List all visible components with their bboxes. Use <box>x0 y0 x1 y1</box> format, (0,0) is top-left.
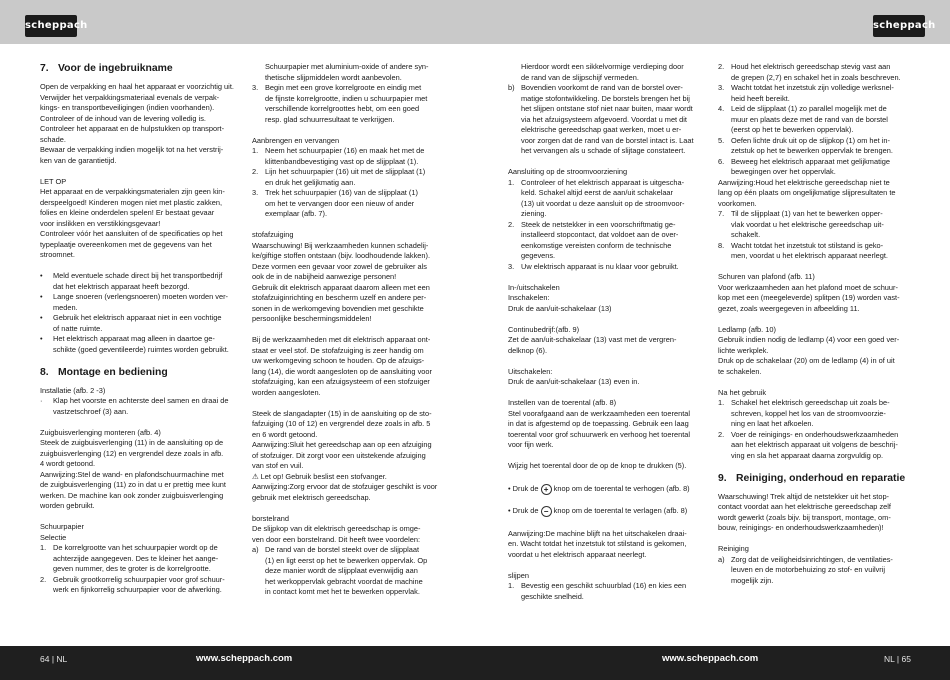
text-line: ving en sla het apparaat daarna zorgvuldig op. <box>731 450 884 460</box>
text-line: of natte ruimte. <box>53 323 103 333</box>
column-2 <box>252 62 448 598</box>
text-line: installeerd stopcontact, dat voldoet aan de over- <box>521 230 679 239</box>
text-line: stofafzuiging <box>252 230 294 239</box>
text-line: men, voordat u het elektrisch apparaat neerlegt. <box>731 251 888 260</box>
text-line: Leid de slijpplaat (1) zo parallel mogelijk met de <box>731 104 887 113</box>
text-line: De korrelgrootte van het schuurpapier wordt op de <box>53 543 218 552</box>
list-item <box>40 575 236 596</box>
text-line: het vervangen als u schade of slijtage constateert. <box>521 146 686 155</box>
paragraph <box>718 178 914 210</box>
text-line: typeplaatje overeenkomen met de gegevens van het <box>40 239 212 249</box>
text-line: Het apparaat en de verpakkingsmaterialen zijn geen kin- <box>40 187 225 196</box>
text-line: persoonlijke beschermingsmiddelen! <box>252 314 372 323</box>
text-line: voordat u het elektrisch apparaat neerlegt. <box>508 549 647 559</box>
paragraph <box>40 386 236 397</box>
footer-url-left[interactable]: www.scheppach.com <box>196 653 293 664</box>
text-line: ziening. <box>521 209 547 218</box>
text-line: Steek de zuigbuisverlenging (11) in de aansluiting op de <box>40 438 224 447</box>
lettered-item <box>718 555 914 587</box>
paragraph <box>252 514 448 546</box>
text-line: zetstuk op het te bewerken oppervlak te brengen. <box>731 146 893 155</box>
list-marker: 2. <box>252 167 259 176</box>
numbered-item <box>508 581 704 602</box>
text-line: Steek de netstekker in een voorschriftmatig ge- <box>521 219 676 229</box>
text-line: of stofzuiger. Dit zorgt voor een uitstekende afzuiging <box>252 450 426 460</box>
text-line: 4 wordt getoond. <box>40 459 96 468</box>
list-item <box>40 334 236 355</box>
text-line: De rand van de borstel steekt over de slijpplaat <box>265 545 420 554</box>
speed-increase-line: • Druk de + knop om de toerental te verhogen (afb. 8) <box>508 484 690 494</box>
text-line: matige stofontwikkeling. De borstels brengen het bij <box>521 93 690 103</box>
text-line: Deze vormen een gevaar voor zowel de gebruiker als <box>252 261 428 271</box>
text-line: Bewaar de verpakking indien mogelijk tot na het verstrij- <box>40 145 224 154</box>
text-line: fafzuiging (10 of 12) en vergrendel deze zoals in afb. 5 <box>252 419 431 428</box>
text-line: Reiniging <box>718 544 749 553</box>
list-item <box>508 581 704 602</box>
paragraph <box>508 461 704 472</box>
text-line: Instellen van de toerental (afb. 8) <box>508 398 617 407</box>
text-line: thetische slijpmiddelen wordt aanbevolen. <box>265 72 402 82</box>
text-line: kings- en transportbeveiligingen (indien voorhanden). <box>40 103 215 112</box>
text-line: via het afzuigsysteem afgevoerd. Voordat u met dit <box>521 114 687 124</box>
text-line: Wijzig het toerental door de op de knop te drukken (5). <box>508 461 687 470</box>
text-line: geschikte snelheid. <box>521 591 584 601</box>
text-line: Druk de aan/uit-schakelaar (13) even in. <box>508 377 640 386</box>
text-line: contact voordat aan het elektrische gereedschap zelf <box>718 502 891 511</box>
text-line: Zet de aan/uit-schakelaar (13) vast met de vergren- <box>508 335 677 344</box>
list-marker: 3. <box>252 83 259 92</box>
list-marker: 2. <box>718 62 725 71</box>
text-line: Inschakelen: <box>508 293 550 302</box>
text-line: schade. <box>40 134 66 144</box>
list-marker: 1. <box>508 581 515 590</box>
text-line: gebruik met elektrisch gereedschap. <box>252 492 371 502</box>
column-3 <box>508 62 704 602</box>
warning-paragraph <box>40 177 236 261</box>
text-line: en. Wacht totdat het inzetstuk tot stilstand is gekomen, <box>508 539 687 548</box>
section-heading-9: 9. Reiniging, onderhoud en reparatie <box>718 472 906 484</box>
text-line: Aanbrengen en vervangen <box>252 135 340 145</box>
text-line: Druk op de schakelaar (20) om de ledlamp (4) in of uit <box>718 356 895 365</box>
text-line: Voer de reinigings- en onderhoudswerkzaamheden <box>731 429 899 439</box>
text-line: eenkomstige vereisten conform de technische <box>521 240 672 250</box>
text-line: Het elektrisch apparaat mag alleen in daartoe ge- <box>53 334 215 343</box>
text-line: (13) uit voordat u deze aansluit op de stroomvoor- <box>521 198 685 208</box>
list-marker: 8. <box>718 240 725 250</box>
paragraph <box>252 62 448 83</box>
bullet-marker: • <box>40 313 43 322</box>
text-line: Gebruik dit elektrisch apparaat daarom alleen met een <box>252 282 430 292</box>
text-line: Schuurpapier <box>40 522 84 531</box>
text-line: lang (14), die wordt aangesloten op de aansluiting voor <box>252 366 432 376</box>
list-item <box>718 209 914 241</box>
text-line: elektrische gereedschap gaat werken, moet u er- <box>521 125 682 134</box>
speed-decrease-line: • Druk de − knop om de toerental te verlagen (afb. 8) <box>508 506 688 516</box>
list-marker: 2. <box>40 574 47 584</box>
paragraph <box>252 230 448 325</box>
text-line: Schuren van plafond (afb. 11) <box>718 272 815 281</box>
text-line: Druk de aan/uit-schakelaar (13) <box>508 303 612 313</box>
text-line: schakelt. <box>731 230 761 239</box>
text-line: muur en plaats deze met de rand van de borstel <box>731 114 888 124</box>
paragraph <box>252 136 448 147</box>
text-line: Stel voorafgaand aan de werkzaamheden een toerental <box>508 408 691 418</box>
list-item <box>40 396 236 417</box>
text-line: derspeelgoed! Kinderen mogen niet met plastic zakken, <box>40 197 223 207</box>
text-line: het werkoppervlak gebracht voordat de machine <box>265 576 423 586</box>
numbered-list <box>508 178 704 273</box>
text-line: Aanwijzing:Sluit het gereedschap aan op een afzuiging <box>252 440 432 449</box>
text-line: keld. Schakel altijd eerst de aan/uit schakelaar <box>521 188 674 197</box>
text-line: vastzetschroef (3) aan. <box>53 406 129 416</box>
text-line: borstelrand <box>252 513 289 523</box>
paragraph <box>40 428 236 512</box>
section-heading-8: 8. Montage en bediening <box>40 366 168 378</box>
list-marker: 7. <box>718 209 725 218</box>
text-line: lichte werkplek. <box>718 345 769 355</box>
text-line: voor inslikken en verstikkingsgevaar! <box>40 218 161 228</box>
column-4 <box>718 62 914 586</box>
text-line: voorkomen. <box>718 198 757 208</box>
text-line: Gebruik grootkorrelig schuurpapier voor grof schuur- <box>53 574 225 584</box>
text-line: lang op één plaats om ongelijkmatige slijpresultaten te <box>718 188 896 197</box>
list-item <box>718 157 914 178</box>
paragraph <box>718 492 914 534</box>
text-line: vlak voordat u het elektrische gereedschap uit- <box>731 219 884 229</box>
page-number-right: NL | 65 <box>884 654 911 664</box>
paragraph <box>718 544 914 555</box>
text-line: sonen in de werkomgeving bovendien met geschikte <box>252 303 424 313</box>
text-line: te schakelen. <box>718 366 762 376</box>
text-line: Meld eventuele schade direct bij het transportbedrijf <box>53 271 223 280</box>
text-line: Lijn het schuurpapier (16) uit met de slijpplaat (1) <box>265 167 426 176</box>
text-line: de rand van de slijpschijf vermeden. <box>521 72 639 82</box>
text-line: Controleer vóór het aansluiten of de specificaties op het <box>40 229 223 238</box>
numbered-list <box>40 543 236 596</box>
paragraph <box>718 325 914 378</box>
page-header <box>0 0 950 44</box>
text-line: uw werkomgeving schoon te houden. Op de afzuigs- <box>252 356 425 365</box>
text-line: wordt gewerkt (zoals bijv. bij transport, montage, om- <box>718 512 891 522</box>
text-line: Beweeg het elektrisch apparaat met gelijkmatige <box>731 156 890 166</box>
list-item <box>718 241 914 262</box>
text-line: Oefen lichte druk uit op de slijpkop (1) om het in- <box>731 135 890 145</box>
text-line: gegevens. <box>521 251 556 260</box>
page-footer <box>0 646 950 680</box>
text-line: worden aangesloten. <box>252 387 321 397</box>
text-line: gezet, zoals weergegeven in afbeelding 11. <box>718 303 860 313</box>
dot-item <box>40 396 236 417</box>
list-marker: 1. <box>718 398 725 407</box>
text-line: kop met een (meegeleverde) splitpen (19) worden vast- <box>718 293 900 302</box>
text-line: Controleer of het elektrisch apparaat is uitgescha- <box>521 177 685 187</box>
text-line: bouw, reinigings- en onderhoudswerkzaamheden)! <box>718 523 884 532</box>
text-line: heid heeft bereikt. <box>731 93 790 103</box>
list-marker: a) <box>718 554 725 564</box>
text-line: Verwijder het verpakkingsmateriaal evenals de verpak- <box>40 92 220 102</box>
list-item <box>252 188 448 220</box>
list-item <box>508 83 704 157</box>
text-line: en 6 wordt getoond. <box>252 429 318 439</box>
numbered-item <box>252 83 448 125</box>
paragraph <box>252 335 448 398</box>
paragraph <box>508 325 704 357</box>
paragraph <box>718 388 914 399</box>
text-line: Zuigbuisverlenging monteren (afb. 4) <box>40 427 161 437</box>
text-line: exemplaar (afb. 7). <box>265 209 328 218</box>
list-item <box>40 313 236 334</box>
text-line: In-/uitschakelen <box>508 282 560 292</box>
list-item <box>252 146 448 167</box>
text-line: Aanwijzing:Zorg ervoor dat de stofzuiger geschikt is voor <box>252 482 438 491</box>
text-line: ken van de garantietijd. <box>40 155 117 165</box>
text-line: Gebruik het elektrisch apparaat niet in een vochtige <box>53 313 222 322</box>
text-line: Aanwijzing:De machine blijft na het uitschakelen draai- <box>508 528 687 538</box>
text-line: slijpen <box>508 570 529 580</box>
text-line: Houd het elektrisch gereedschap stevig vast aan <box>731 62 891 71</box>
list-marker: a) <box>252 545 259 554</box>
list-item <box>718 104 914 136</box>
text-line: toerental voor grof schuurwerk en verhoog het toerental <box>508 429 690 439</box>
text-line: klittenbandbevestiging vast op de slijpplaat (1). <box>265 156 419 166</box>
list-item <box>40 271 236 292</box>
text-line: om het te vervangen door een nieuw of ander <box>265 198 415 208</box>
list-item <box>718 136 914 157</box>
text-line: meden. <box>53 302 78 312</box>
text-line: verschillende korrelgroottes hebt, om een goed <box>265 104 420 113</box>
text-line: Voor werkzaamheden aan het plafond moet de schuur- <box>718 282 898 292</box>
text-line: Controleer of de inhoud van de levering volledig is. <box>40 113 206 123</box>
text-line: in contact komt met het te bewerken oppervlak. <box>265 587 420 596</box>
paragraph <box>508 167 704 178</box>
text-line: Bevestig een geschikt schuurblad (16) en kies een <box>521 581 687 590</box>
list-item <box>718 430 914 462</box>
text-line: Aansluiting op de stroomvoorziening <box>508 167 628 176</box>
text-line: de grepen (2,7) en schakel het in zoals beschreven. <box>731 72 901 82</box>
footer-url-right[interactable]: www.scheppach.com <box>662 653 759 664</box>
text-line: ning en laat het afkoelen. <box>731 419 814 428</box>
text-line: Schakel het elektrisch gereedschap uit zoals be- <box>731 398 890 407</box>
list-item <box>718 555 914 587</box>
text-line: Uw elektrisch apparaat is nu klaar voor gebruikt. <box>521 261 679 271</box>
text-line: Aanwijzing:Houd het elektrische gereedschap niet te <box>718 177 890 187</box>
text-line: stroomnet. <box>40 250 75 259</box>
text-line: mogelijk zijn. <box>731 575 774 585</box>
text-line: Wacht totdat het inzetstuk zijn volledige werksnel- <box>731 83 894 92</box>
paragraph <box>508 283 704 315</box>
list-item <box>40 292 236 313</box>
list-marker: 1. <box>508 177 515 187</box>
section-heading-7: 7. Voor de ingebruikname <box>40 63 173 74</box>
text-line: De slijpkop van dit elektrisch gereedschap is omge- <box>252 524 421 533</box>
text-line: Controleer het apparaat en de hulpstukken op transport- <box>40 124 225 133</box>
list-item <box>718 62 914 83</box>
text-line: folies en kleine onderdelen spelen! Er bestaat gevaar <box>40 208 215 217</box>
text-line: in dat is afgestemd op de toepassing. Gebruik een laag <box>508 419 689 428</box>
text-line: stofafzuiginrichting en bescherm uzelf en andere per- <box>252 293 427 302</box>
list-marker: 3. <box>718 83 725 92</box>
text-line: Til de slijpplaat (1) van het te bewerken opper- <box>731 209 883 218</box>
list-item <box>718 398 914 430</box>
text-line: leuven en de motorbehuizing zo stof- en vuilvrij <box>731 565 886 574</box>
text-line: Ledlamp (afb. 10) <box>718 324 776 334</box>
minus-icon: − <box>541 506 552 517</box>
list-item <box>252 545 448 598</box>
list-item <box>252 167 448 188</box>
list-item <box>508 220 704 262</box>
list-marker: 6. <box>718 156 725 166</box>
text-line: voor fijn werk. <box>508 440 554 449</box>
column-1 <box>40 62 236 596</box>
paragraph <box>508 398 704 451</box>
lettered-item <box>252 545 448 598</box>
text-line: Steek de slangadapter (15) in de aansluiting op de sto- <box>252 408 432 418</box>
numbered-list <box>718 62 914 178</box>
text-line: het slijpen ontstane stof niet naar buiten, maar wordt <box>521 104 693 113</box>
bullet-marker: • <box>40 271 43 280</box>
text-line: Hierdoor wordt een sikkelvormige verdieping door <box>521 62 684 71</box>
lettered-item <box>508 83 704 157</box>
text-line: de fijnste korrelgrootte, indien u schuurpapier met <box>265 93 428 103</box>
bullet-list <box>40 271 236 355</box>
list-marker: 3. <box>508 261 515 271</box>
text-line: Uitschakelen: <box>508 366 553 376</box>
numbered-list <box>252 146 448 220</box>
text-line: Waarschuwing! Trek altijd de netstekker uit het stop- <box>718 491 890 501</box>
text-line: Zorg dat de veiligheidsinrichtingen, de ventilaties- <box>731 554 893 564</box>
text-line: en druk het gelijkmatig aan. <box>265 177 356 187</box>
text-line: Continubedrijf:(afb. 9) <box>508 324 580 334</box>
numbered-list <box>718 398 914 461</box>
list-item <box>40 543 236 575</box>
paragraph <box>508 62 704 83</box>
text-line: aan het elektrisch apparaat uit volgens de beschrij- <box>731 440 898 449</box>
text-line: ⚠ Let op! Gebruik beslist een stofvanger. <box>252 471 387 481</box>
paragraph <box>508 367 704 388</box>
text-line: deze manier wordt de slijpplaat evenwijdig aan <box>265 566 418 575</box>
list-marker: b) <box>508 83 515 92</box>
list-marker: 1. <box>252 146 259 155</box>
text-line: Open de verpakking en haal het apparaat er voorzichtig uit. <box>40 82 234 91</box>
text-line: ke/giftige stoffen ontstaan (bijv. loodhoudende lakken). <box>252 251 431 260</box>
text-line: Gebruik indien nodig de ledlamp (4) voor een goed ver- <box>718 335 900 344</box>
text-line: Bovendien voorkomt de rand van de borstel over- <box>521 83 683 92</box>
text-line: Schuurpapier met aluminium-oxide of andere syn- <box>265 62 429 71</box>
text-line: resp. glad schuurresultaat te verkrijgen. <box>265 114 395 124</box>
text-line: werk en fijnkorrelig schuurpapier voor de afwerking. <box>53 585 222 594</box>
list-marker: 2. <box>718 429 725 439</box>
page-number-left: 64 | NL <box>40 654 68 664</box>
bullet-marker: • <box>40 334 43 343</box>
brand-logo-left: scheppach <box>25 15 77 37</box>
list-marker: 4. <box>718 104 725 113</box>
text-line: dat het elektrisch apparaat heeft bezorgd. <box>53 281 190 291</box>
text-line: Aanwijzing:Stel de wand- en plafondschuurmachine met <box>40 469 224 479</box>
numbered-list <box>718 209 914 262</box>
text-line: worden gebruikt. <box>40 501 95 510</box>
paragraph <box>40 522 236 543</box>
text-line: (eerst op het te bewerken oppervlak). <box>731 125 854 134</box>
paragraph <box>252 409 448 504</box>
paragraph <box>508 571 704 582</box>
bullet-marker: • <box>40 292 43 301</box>
list-marker: 5. <box>718 135 725 145</box>
list-item <box>508 178 704 220</box>
text-line: Trek het schuurpapier (16) van de slijpplaat (1) <box>265 188 418 197</box>
text-line: ven door een borstelrand. Dit heeft twee voordelen: <box>252 534 421 544</box>
text-line: Klap het voorste en achterste deel samen en draai de <box>53 396 229 405</box>
brand-logo-right: scheppach <box>873 15 925 37</box>
text-line: Waarschuwing! Bij werkzaamheden kunnen schadelij- <box>252 240 429 250</box>
text-line: schreven, koppel het los van de stroomvoorzie- <box>731 408 886 418</box>
text-line: Na het gebruik <box>718 387 767 397</box>
text-line: Installatie (afb. 2 -3) <box>40 385 106 395</box>
list-marker: 2. <box>508 219 515 229</box>
list-item <box>252 83 448 125</box>
text-line: van stof en vuil. <box>252 461 304 470</box>
text-line: bewegingen over het oppervlak. <box>731 167 836 176</box>
list-item <box>718 83 914 104</box>
plus-icon: + <box>541 484 552 495</box>
text-line: (1) en ligt eerst op het te bewerken oppervlak. Op <box>265 555 428 565</box>
text-line: ook de in de nabijheid aanwezige personen! <box>252 272 397 281</box>
text-line: zuigbuisverlenging (12) en vergrendel deze zoals in afb. <box>40 448 224 458</box>
text-line: LET OP <box>40 176 67 186</box>
text-line: staat er veel stof. De stofafzuiging is zeer handig om <box>252 345 424 355</box>
text-line: stofafzuiging, kan een afzuigsysteem of een stofzuiger <box>252 377 430 386</box>
text-line: delknop (6). <box>508 345 548 355</box>
text-line: Selectie <box>40 532 67 542</box>
text-line: Neem het schuurpapier (16) en maak het met de <box>265 146 425 155</box>
paragraph <box>718 272 914 314</box>
text-line: Wacht totdat het inzetstuk tot stilstand is geko- <box>731 240 884 250</box>
paragraph <box>40 82 236 166</box>
text-line: Bij de werkzaamheden met dit elektrisch apparaat ont- <box>252 335 431 344</box>
list-marker: 3. <box>252 188 259 197</box>
text-line: voor zorgen dat de rand van de borstel intact is. Laat <box>521 135 694 145</box>
text-line: achterzijde aangegeven. Des te kleiner het aange- <box>53 553 219 563</box>
paragraph <box>508 529 704 561</box>
text-line: schikte (goed geventileerde) ruimtes worden gebruikt. <box>53 344 229 354</box>
text-line: werken. De machine kan ook zonder zuigbuisverlenging <box>40 490 224 500</box>
text-line: geven nummer, des te groter is de korrelgrootte. <box>53 564 211 573</box>
text-line: Begin met een grove korrelgroote en eindig met <box>265 83 422 92</box>
text-line: Lange snoeren (verlengsnoeren) moeten worden ver- <box>53 292 229 301</box>
list-marker: 1. <box>40 543 47 552</box>
bullet-marker: · <box>40 396 43 405</box>
list-item <box>508 262 704 273</box>
text-line: de zuigbuisverlenging (11) zo in dat u er prettig mee kunt <box>40 480 226 489</box>
